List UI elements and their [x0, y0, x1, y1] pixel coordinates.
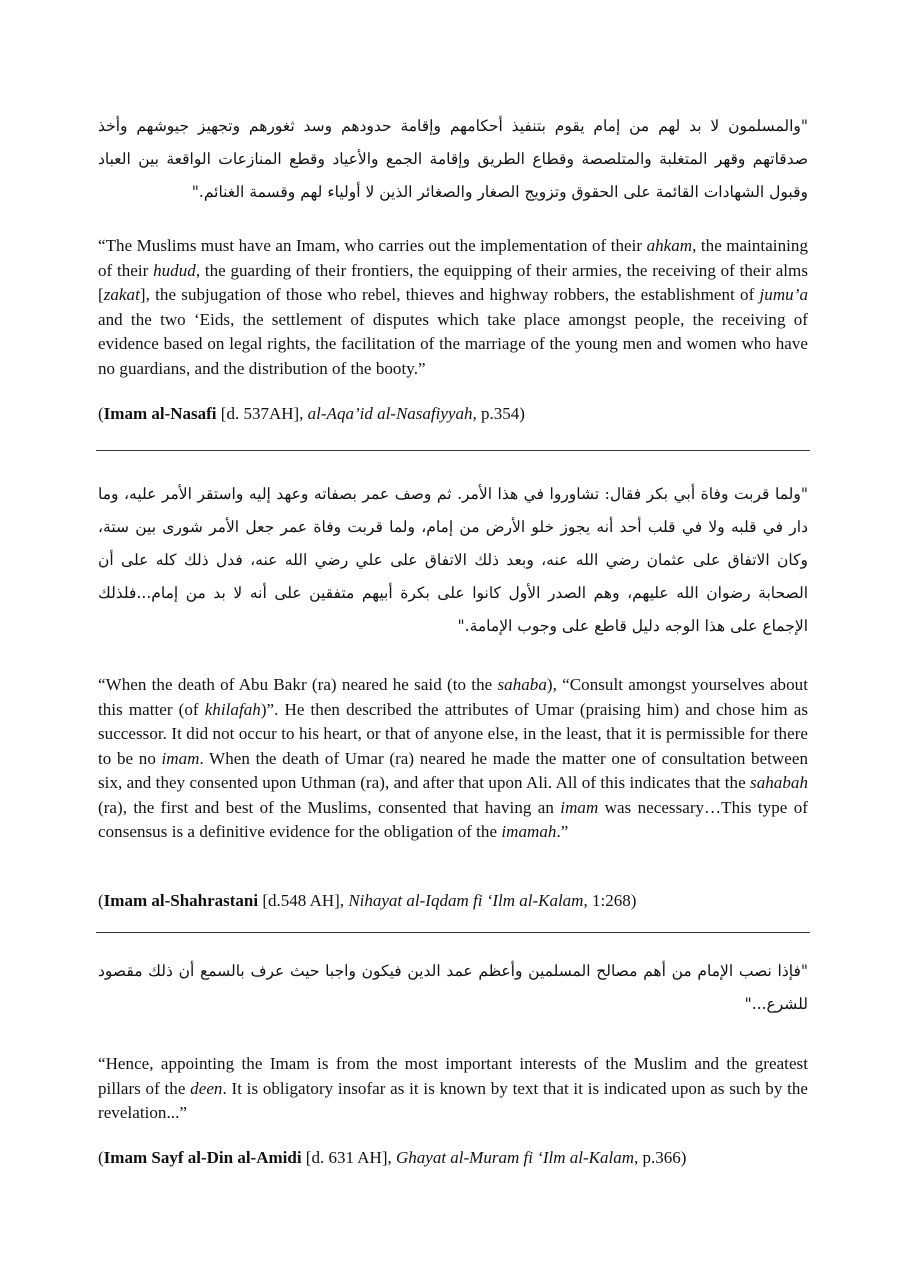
citation-reference: , p.366) — [633, 1148, 687, 1167]
citation-paren: ( — [98, 404, 104, 423]
text-run-italic: sahaba — [497, 675, 547, 694]
citation-shahrastani — [98, 889, 808, 913]
citation-death-date: [d. 537AH], — [216, 404, 308, 423]
citation — [98, 402, 808, 426]
text-run-italic: jumu’a — [759, 285, 808, 304]
citation-work: Ghayat al-Muram fi ‘Ilm al-Kalam — [396, 1148, 634, 1167]
english-quote — [98, 1052, 808, 1126]
citation-work: Nihayat al-Iqdam fi ‘Ilm al-Kalam — [348, 891, 584, 910]
citation — [98, 1146, 808, 1170]
text-run-italic: hudud — [153, 260, 196, 280]
text-run-italic: imam — [560, 797, 599, 817]
citation-author: Imam al-Shahrastani — [103, 891, 259, 910]
quote-section-nasafi — [98, 110, 808, 209]
arabic-quote: "ولما قربت وفاة أبي بكر فقال: تشاوروا في هذا الأمر. ثم وصف عمر بصفاته وعهد إليه واستقر الأمر عليه، وما دار في قلبه ولا في قلب أحد أنه يجوز خلو الأرض من إمام، ولما قربت وفاة عمر جعل الأمر شورى بين ستة، وكان الاتفاق على عثمان رضي الله عنه، وبعد ذلك الاتفاق على علي رضي الله عنه، فدل ذلك كله على أن الصحابة رضوان الله عليهم، وهم الصدر الأول كانوا على بكرة أبيهم متفقين على أنه لا بد من إمام...فلذلك الإجماع على هذا الوجه دليل قاطع على وجوب الإمامة." — [98, 485, 808, 635]
text-run: “When the death of Abu Bakr (ra) neared he said (to the — [98, 675, 498, 694]
text-run: . It is obligatory insofar as it is known by text that it is indicated upon as such by the revelation...” — [98, 1078, 809, 1122]
citation-reference: , 1:268) — [583, 891, 637, 910]
english-quote — [98, 673, 808, 845]
text-run: was necessary…This type of consensus is a definitive evidence for the obligation of the — [98, 797, 809, 841]
text-run: )”. He then described the attributes of Umar (praising him) and chose him as successor. It did not occur to his heart, or that of anyone else, in the least, that it is permissible for there to be no — [98, 699, 808, 768]
english-quote — [98, 234, 808, 381]
text-run: . When the death of Umar (ra) neared he made the matter one of consultation between six, and they consented upon Uthman (ra), and after that upon Ali. All of this indicates that the — [98, 748, 809, 792]
text-run: , the maintaining of their — [98, 236, 808, 280]
arabic-quote: "والمسلمون لا بد لهم من إمام يقوم بتنفيذ أحكامهم وإقامة حدودهم وسد ثغورهم وتجهيز جيوشهم وأخذ صدقاتهم وقهر المتغلبة والمتلصصة وقطاع الطريق وإقامة الجمع والأعياد وقطع المنازعات الواقعة بين العباد وقبول الشهادات القائمة على الحقوق وتزويج الصغار والصغائر الذين لا أولياء لهم وقسمة الغنائم." — [98, 117, 808, 201]
quote-section-shahrastani — [98, 478, 808, 643]
citation-death-date: [d. 631 AH], — [301, 1148, 396, 1167]
text-run-italic: imam — [161, 748, 200, 768]
text-run: and the two ‘Eids, the settlement of disputes which take place amongst people, the receiving of evidence based on legal rights, the facilitation of the marriage of the young men and women who have no guardians, and the distribution of the booty.” — [98, 309, 808, 378]
citation — [98, 889, 808, 913]
text-run: (ra), the first and best of the Muslims, consented that having an — [98, 797, 561, 817]
text-run: “Hence, appointing the Imam is from the most important interests of the Muslim and the greatest pillars of the — [98, 1054, 808, 1098]
text-run-italic: sahabah — [750, 773, 808, 792]
citation-reference: p.354) — [476, 404, 525, 423]
citation-nasafi — [98, 402, 808, 426]
text-run: , the guarding of their frontiers, the equipping of their armies, the receiving of their alms [ — [98, 260, 808, 304]
text-run-italic: deen — [190, 1078, 223, 1098]
text-run-italic: ahkam — [646, 236, 693, 255]
english-translation-amidi — [98, 1052, 808, 1126]
text-run-italic: zakat — [103, 285, 140, 304]
text-run: .” — [556, 822, 569, 841]
quote-section-amidi — [98, 955, 808, 1021]
section-divider — [96, 932, 810, 933]
english-translation-shahrastani — [98, 673, 808, 845]
citation-death-date: [d.548 AH], — [258, 891, 349, 910]
citation-paren: ( — [98, 1148, 104, 1167]
citation-amidi — [98, 1146, 808, 1170]
citation-author: Imam Sayf al-Din al-Amidi — [103, 1148, 302, 1167]
text-run-italic: imamah — [501, 822, 557, 841]
section-divider — [96, 450, 810, 451]
citation-author: Imam al-Nasafi — [103, 404, 217, 423]
citation-paren: ( — [98, 891, 104, 910]
text-run: ], the subjugation of those who rebel, thieves and highway robbers, the establishment of — [139, 285, 760, 304]
text-run: “The Muslims must have an Imam, who carries out the implementation of their — [98, 236, 647, 255]
arabic-quote: "فإذا نصب الإمام من أهم مصالح المسلمين وأعظم عمد الدين فيكون واجبا حيث عرف بالسمع أن ذلك مقصود للشرع..." — [98, 962, 808, 1013]
text-run: ), “Consult amongst yourselves about this matter (of — [98, 675, 808, 719]
english-translation-nasafi — [98, 234, 808, 381]
citation-work: al-Aqa’id al-Nasafiyyah, — [307, 404, 477, 423]
text-run-italic: khilafah — [204, 699, 261, 719]
